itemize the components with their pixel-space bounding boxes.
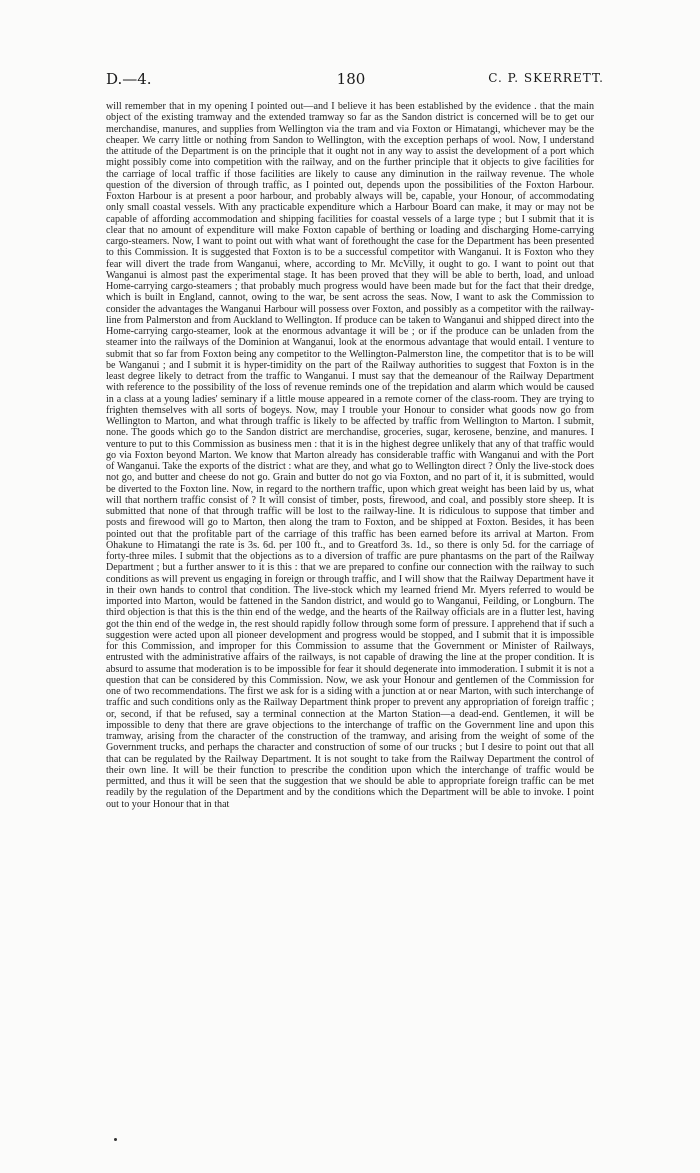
witness-name: C. P. SKERRETT.: [488, 71, 604, 85]
section-reference: D.—4.: [106, 70, 152, 88]
ink-mark: [114, 1138, 117, 1141]
body-text: [106, 101, 594, 810]
page-header: [106, 70, 604, 92]
page-number: 180: [336, 70, 366, 88]
body-paragraph: will remember that in my opening I pointed out—and I believe it has been established by the evidence . that the main object of the existing tramway and the extended tramway so far as the Sandon district is concerned will be to get our merchandise, manures, and supplies from Wellington via the tram and via Foxton or Himatangi, whichever may be the cheaper. We carry little or nothing from Sandon to Wellington, with the exception perhaps of wool. Now, I understand the attitude of the Department is on the principle that it ought not in any way to assist the development of a port which might possibly come into competition with the railway, and on the further principle that it objects to give facilities for the carriage of local traffic if those facilities are likely to cause any diminution in the railway revenue. The whole question of the diversion of through traffic, as I pointed out, depends upon the possibilities of the Foxton Harbour. Foxton Harbour is at present a poor harbour, and probably always will be, capable, your Honour, of accommodating only small coastal vessels. With any practicable expenditure which a Harbour Board can make, it may or may not be capable of affording accommodation and shipping facilities for coastal vessels of a large type ; but I submit that it is clear that no amount of expenditure will make Foxton capable of berthing or loading and discharging Home-carrying cargo-steamers. Now, I want to point out with what want of forethought the case for the Department has been presented to this Commission. It is suggested that Foxton is to be a successful competitor with Wanganui. It is Foxton who they fear will divert the trade from Wanganui, where, according to Mr. McVilly, it ought to go. I want to point out that Wanganui is almost past the experimental stage. It has been proved that they will be able to berth, load, and unload Home-carrying cargo-steamers ; that probably much progress would have been made but for the fact that their dredge, which is built in England, cannot, owing to the war, be sent across the seas. Now, I want to ask the Commission to consider the advantages the Wanganui Harbour will possess over Foxton, and possibly as a competitor with the railway-line from Palmerston and from Auckland to Wellington. If produce can be taken to Wanganui and shipped direct into the Home-carrying cargo-steamer, look at the enormous advantage it will be ; or if the produce can be unladen from the steamer into the railways of the Dominion at Wanganui, look at the enormous advantage that would entail. I venture to submit that so far from Foxton being any competitor to the Wellington-Palmerston line, the competitor that is to be will be Wanganui ; and I submit it is hyper-timidity on the part of the Railway authorities to suggest that Foxton is in the least degree likely to detract from the traffic to Wanganui. I must say that the demeanour of the Railway Department with reference to the possibility of the loss of revenue reminds one of the trepidation and alarm which would be caused in a class at a young ladies' seminary if a little mouse appeared in a remote corner of the class-room. They are trying to frighten themselves with all sorts of bogeys. Now, may I trouble your Honour to consider what goods now go from Wellington to Marton, and what through traffic is likely to be affected by traffic from Wellington to Marton. I submit, none. The goods which go to the Sandon district are merchandise, groceries, sugar, kerosene, benzine, and manures. I venture to put to this Commission as business men : that it is in the highest degree unlikely that any of that traffic would go via Foxton beyond Marton. We know that Marton already has considerable traffic with Wanganui and with the Port of Wanganui. Take the exports of the district : what are they, and what go to Wellington direct ? Only the live-stock does not go, and butter and cheese do not go. Grain and butter do not go via Foxton, and no part of it, it is submitted, would be diverted to the Foxton line. Now, in regard to the northern traffic, upon which great weight has been laid by us, what will that northern traffic consist of ? It will consist of timber, posts, firewood, and coal, and possibly store sheep. It is submitted that none of that through traffic will be lost to the railway-line. It is ridiculous to suppose that timber and posts and firewood will go to Marton, then along the tram to Foxton, and be shipped at Foxton. Besides, it has been pointed out that the profitable part of the carriage of this traffic has been earned before its arrival at Marton. From Ohakune to Himatangi the rate is 3s. 6d. per 100 ft., and to Greatford 3s. 1d., so there is only 5d. for the carriage of forty-three miles. I submit that the objections as to a diversion of traffic are pure phantasms on the part of the Railway Department ; but a further answer to it is this : that we are prepared to confine our connection with the railway to such conditions as will prevent us engaging in foreign or through traffic, and I will show that the Railway Department have it in their own hands to control that condition. The live-stock which my learned friend Mr. Myers referred to would be imported into Marton, would be fattened in the Sandon district, and would go to Wanganui, Feilding, or Longburn. The third objection is that this is the thin end of the wedge, and the hearts of the Railway officials are in a flutter lest, having got the thin end of the wedge in, the rest should rapidly follow through some form of pressure. I apprehend that if such a suggestion were acted upon all pioneer development and progress would be stopped, and I submit that it is impossible for this Commission, and improper for this Commission to assume that the Government or Minister of Railways, entrusted with the administrative affairs of the railways, is not capable of drawing the line at the proper condition. It is absurd to assume that moderation is to be impossible for fear it should degenerate into immoderation. I submit it is not a question that can be considered by this Commission. Now, we ask your Honour and gentlemen of the Commission for one of two recommendations. The first we ask for is a siding with a junction at or near Marton, with such interchange of traffic and such conditions only as the Railway Department think proper to prevent any appropriation of foreign traffic ; or, second, if that be refused, say a terminal connection at the Marton Station—a dead-end. Gentlemen, it will be impossible to deny that there are grave objections to the interchange of traffic on the Government line and upon this tramway, arising from the character of the construction of the tramway, and arising from the weight of some of the Government trucks, and perhaps the character and construction of some of our trucks ; but I desire to point out that all that can be regulated by the Railway Department. It is not sought to take from the Railway Department the control of their own line. It will be their function to prescribe the condition upon which the interchange of traffic would be permitted, and thus it will be seen that the suggestion that we should be able to appropriate foreign traffic can be met readily by the regulation of the Department and by the conditions which the Department will be able to invoke. I point out to your Honour that in that: [106, 101, 594, 810]
